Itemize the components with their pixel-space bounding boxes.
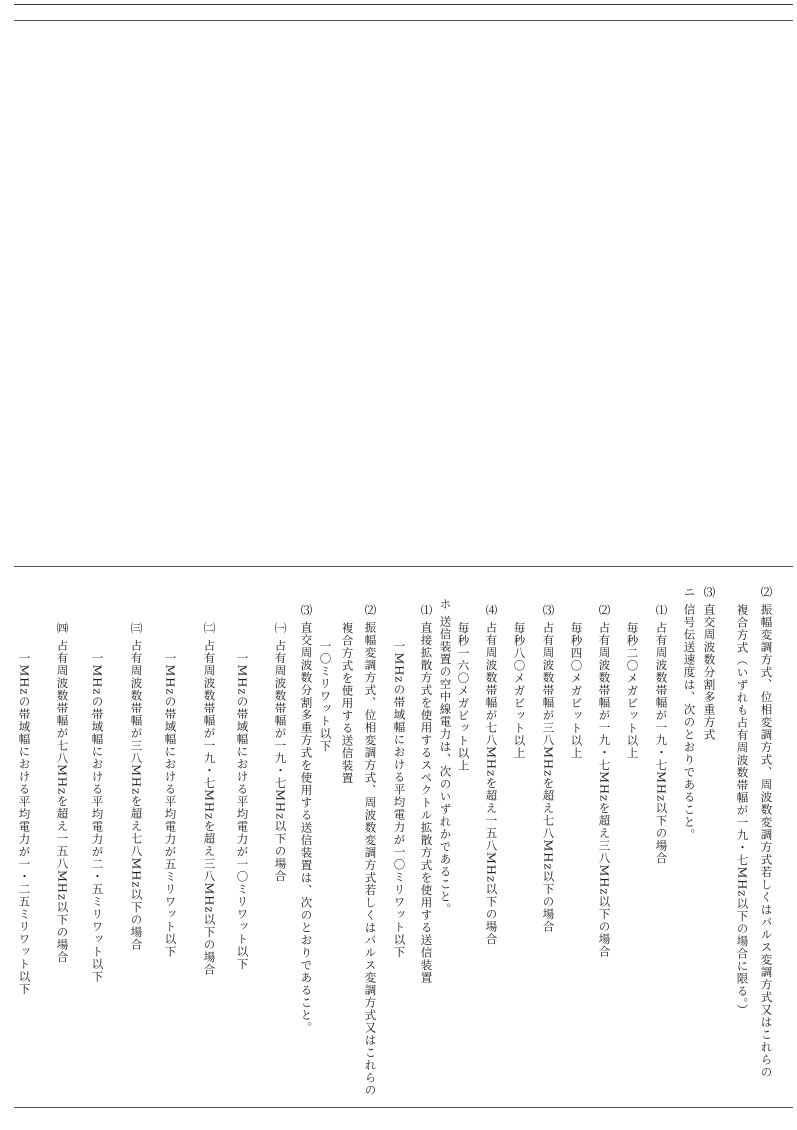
text-column: ⑵ 振幅変調方式、位相変調方式、周波数変調方式若しくはパルス変調方式又はこれらの bbox=[759, 586, 774, 1079]
text-column: ⑴ 占有周波数帯幅が一九・七MHz以下の場合 bbox=[654, 604, 669, 865]
header-rule bbox=[14, 20, 793, 21]
text-column: 一MHzの帯域幅における平均電力が五ミリワット以下 bbox=[163, 652, 178, 958]
text-column: ⑷ 占有周波数帯幅が七八MHzを超え一五八MHz以下の場合 bbox=[484, 604, 499, 946]
section-divider-rule bbox=[14, 566, 793, 567]
footer-rule bbox=[14, 1107, 793, 1108]
text-column: 一MHzの帯域幅における平均電力が二・五ミリワット以下 bbox=[90, 652, 105, 983]
text-column: ⑶ 直交周波数分割多重方式 bbox=[702, 586, 717, 741]
text-column: ⑶ 直交周波数分割多重方式を使用する送信装置は、次のとおりであること。 bbox=[299, 604, 314, 1034]
text-column: ⑵ 振幅変調方式、位相変調方式、周波数変調方式若しくはパルス変調方式又はこれらの bbox=[363, 604, 378, 1097]
text-column: 複合方式（いずれも占有周波数帯幅が一九・七MHz以下の場合に限る。） bbox=[735, 604, 750, 1017]
text-column: ㈣ 占有周波数帯幅が七八MHzを超え一五八MHz以下の場合 bbox=[55, 622, 70, 964]
text-column: 一MHzの帯域幅における平均電力が一〇ミリワット以下 bbox=[392, 640, 407, 959]
text-column: ニ 信号伝送速度は、次のとおりであること。 bbox=[682, 586, 697, 841]
text-column: ⑶ 占有周波数帯幅が三八MHzを超え七八MHz以下の場合 bbox=[541, 604, 556, 933]
text-column: ㈢ 占有周波数帯幅が三八MHzを超え七八MHz以下の場合 bbox=[129, 622, 144, 951]
text-column: 複合方式を使用する送信装置 bbox=[340, 622, 355, 785]
text-column: 毎秒一六〇メガビット以上 bbox=[456, 622, 471, 772]
text-column: 毎秒四〇メガビット以上 bbox=[569, 622, 584, 760]
text-column: ⑵ 占有周波数帯幅が一九・七MHzを超え三八MHz以下の場合 bbox=[597, 604, 612, 958]
text-column: 毎秒八〇メガビット以上 bbox=[512, 622, 527, 760]
text-column: ⑴ 直接拡散方式を使用するスペクトル拡散方式を使用する送信装置 bbox=[419, 604, 434, 984]
text-column: ㈡ 占有周波数帯幅が一九・七MHzを超え三八MHz以下の場合 bbox=[202, 622, 217, 976]
text-column: 毎秒二〇メガビット以上 bbox=[625, 622, 640, 760]
text-column: ㈠ 占有周波数帯幅が一九・七MHz以下の場合 bbox=[273, 622, 288, 883]
top-border-rule bbox=[14, 4, 793, 5]
text-column: 一MHzの帯域幅における平均電力が一〇ミリワット以下 bbox=[235, 652, 250, 971]
text-column: 一〇ミリワット以下 bbox=[318, 640, 333, 753]
text-column: 一MHzの帯域幅における平均電力が一・二五ミリワット以下 bbox=[17, 652, 32, 996]
text-column: ホ 送信装置の空中線電力は、次のいずれかであること。 bbox=[438, 598, 453, 916]
